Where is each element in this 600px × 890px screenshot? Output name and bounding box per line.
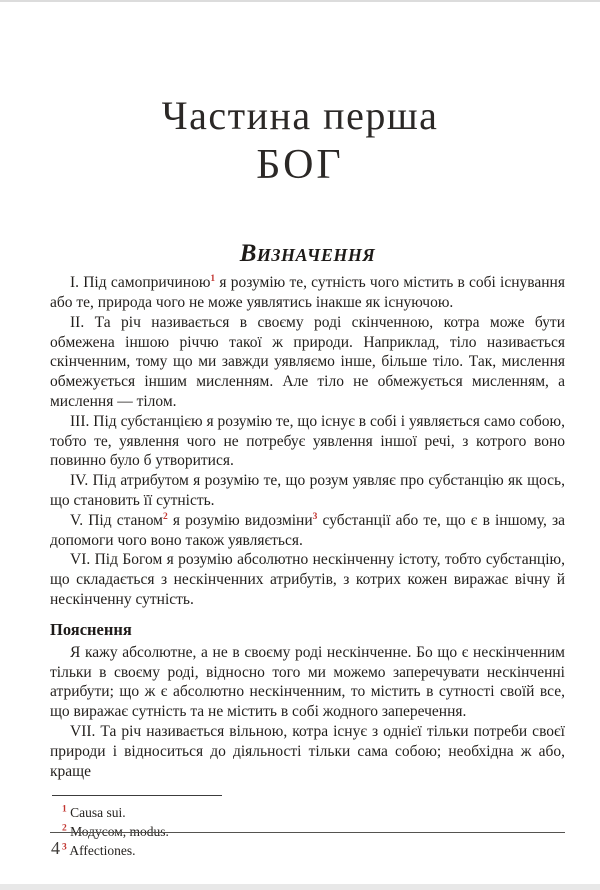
footnote-text: Модусом, modus. xyxy=(70,824,169,840)
part-title-block xyxy=(0,0,600,188)
explanation-heading: Пояснення xyxy=(50,619,132,639)
footnote-item xyxy=(62,803,565,822)
footnote-text: Affectiones. xyxy=(69,843,136,859)
definition-paragraph-4: IV. Під атрибутом я розумію те, що розум уявляє про субстанцію як щось, що становить її сутність. xyxy=(50,472,565,509)
footer-rule xyxy=(50,832,565,833)
footnote-separator xyxy=(52,795,222,796)
definition-paragraph-7: VII. Та річ називається вільною, котра існує з однієї тільки потреби своєї природи і відноситься до діяльності тільки сама собою; необхідна ж або, краще xyxy=(50,722,565,780)
explanation-paragraph: Я кажу абсолютне, а не в своєму роді нескінченне. Бо що є нескінченним тільки в своєму роді, відносно того ми можемо заперечувати нескінченні атрибути; що ж є абсолютно нескінченним, то містить в сутності своїй все, що виражає сутність та не містить в собі жодного заперечення. xyxy=(50,643,565,721)
footnote-reference-marker: 1 xyxy=(210,274,216,285)
definition-paragraph-2: II. Та річ називається в своєму роді скінченною, котра може бути обмежена іншою річчю такої ж природи. Наприклад, тіло називається скінченним, тому що ми завжди уявляємо інше, більше тіло. Так, мислення обмежується іншим мисленням. Але тіло не обмежується мисленням, а мислення — тілом. xyxy=(50,313,565,410)
footnote-reference-marker: 3 xyxy=(312,511,318,522)
part-name: БОГ xyxy=(256,142,344,188)
page-content xyxy=(0,240,600,860)
scan-edge-bottom xyxy=(0,884,600,890)
footnote-text: Causa sui. xyxy=(70,805,126,821)
definitions-heading: Визначення xyxy=(239,240,376,268)
footnote-marker: 2 xyxy=(62,823,67,834)
definition-paragraph-6: VI. Під Богом я розумію абсолютно нескінченну істоту, тобто субстанцію, що складається з нескінченних атрибутів, з котрих кожен виражає вічну й нескінченну сутність. xyxy=(50,551,565,608)
footnote-marker: 1 xyxy=(62,804,67,815)
footnote-reference-marker: 2 xyxy=(163,511,168,522)
footnote-item xyxy=(62,841,565,860)
definition-paragraph-1: I. Під самопричиною$^1$ я розумію те, сутність чого містить в собі існування або те, природа чого не може уявлятись інакше як існуючою. xyxy=(50,274,565,311)
definition-paragraph-5: V. Під станом$^2$ я розумію видозміни$^3$ субстанції або те, що є в іншому, за допомоги чого воно також уявляється. xyxy=(50,511,566,549)
part-title: Частина перша xyxy=(161,93,439,138)
scan-edge-top xyxy=(0,0,600,2)
definition-paragraph-3: III. Під субстанцією я розумію те, що існує в собі і уявляється само собою, тобто те, уявлення чого не потребує уявлення іншої речі, з котрого воно повинно було б утворитися. xyxy=(50,412,565,470)
footnote-marker: 3 xyxy=(62,842,67,853)
page-number: 4 xyxy=(51,838,60,858)
